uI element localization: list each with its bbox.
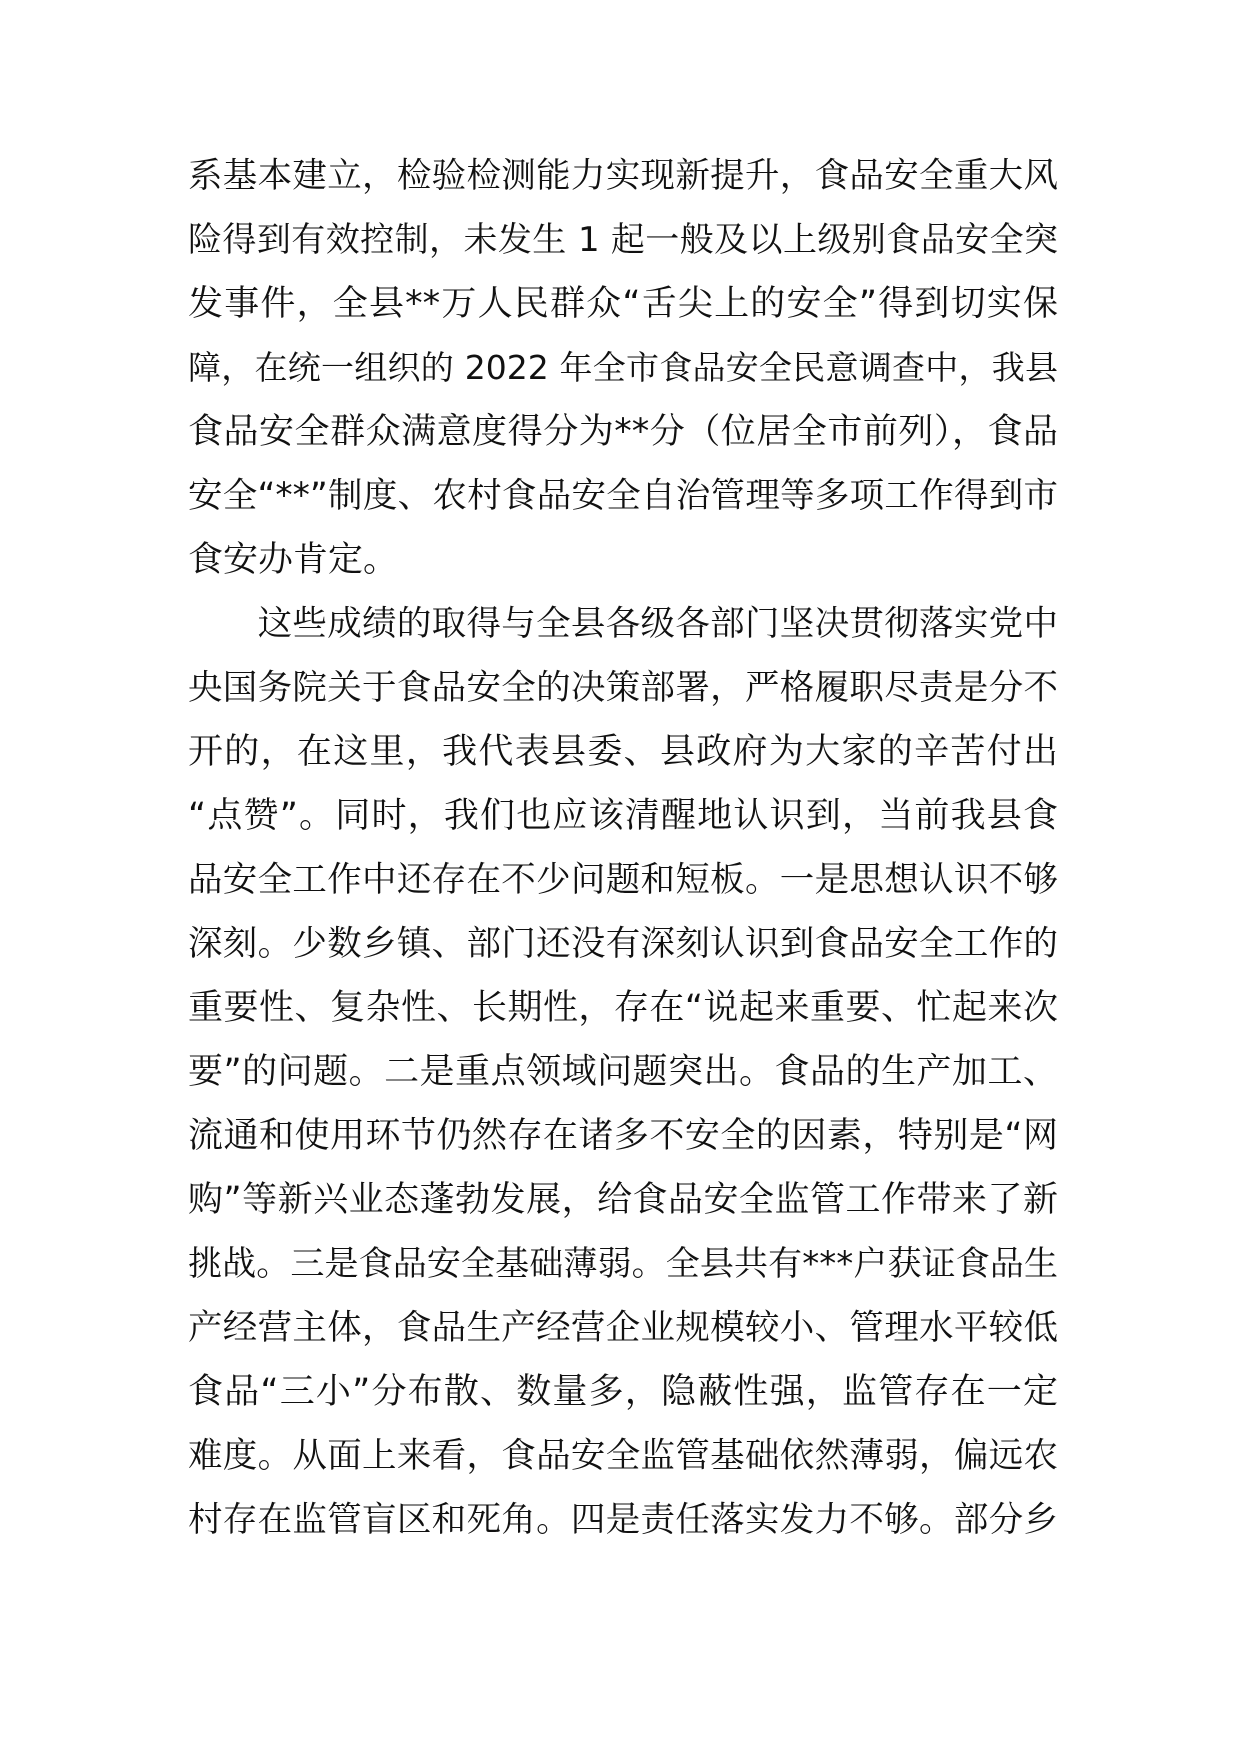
text-line: 村存在监管盲区和死角。四是责任落实发力不够。部分乡	[188, 1500, 1058, 1540]
text-line: 系基本建立，检验检测能力实现新提升，食品安全重大风	[188, 156, 1058, 196]
text-line: 安全“**”制度、农村食品安全自治管理等多项工作得到市	[188, 476, 1058, 516]
text-line: 开的，在这里，我代表县委、县政府为大家的辛苦付出	[188, 732, 1058, 772]
text-line: 重要性、复杂性、长期性，存在“说起来重要、忙起来次	[188, 988, 1058, 1028]
text-line: 难度。从面上来看，食品安全监管基础依然薄弱，偏远农	[188, 1436, 1058, 1476]
text-line: 食品安全群众满意度得分为**分（位居全市前列），食品	[188, 412, 1058, 452]
text-line: 挑战。三是食品安全基础薄弱。全县共有***户获证食品生	[188, 1244, 1058, 1284]
text-line: 产经营主体，食品生产经营企业规模较小、管理水平较低	[188, 1308, 1058, 1348]
text-line: 深刻。少数乡镇、部门还没有深刻认识到食品安全工作的	[188, 924, 1058, 964]
text-line: 险得到有效控制，未发生 1 起一般及以上级别食品安全突	[188, 220, 1058, 260]
text-line: 这些成绩的取得与全县各级各部门坚决贯彻落实党中	[188, 604, 1058, 644]
text-line: 购”等新兴业态蓬勃发展，给食品安全监管工作带来了新	[188, 1180, 1058, 1220]
text-line: 障，在统一组织的 2022 年全市食品安全民意调查中，我县	[188, 348, 1058, 387]
text-line: 流通和使用环节仍然存在诸多不安全的因素，特别是“网	[188, 1116, 1058, 1156]
text-line: 品安全工作中还存在不少问题和短板。一是思想认识不够	[188, 860, 1058, 900]
text-line: “点赞”。同时，我们也应该清醒地认识到，当前我县食	[188, 796, 1058, 836]
text-line: 央国务院关于食品安全的决策部署，严格履职尽责是分不	[188, 668, 1058, 708]
text-line: 发事件，全县**万人民群众“舌尖上的安全”得到切实保	[188, 284, 1058, 324]
text-line: 食品“三小”分布散、数量多，隐蔽性强，监管存在一定	[188, 1372, 1058, 1412]
text-line: 食安办肯定。	[188, 540, 399, 580]
text-line: 要”的问题。二是重点领域问题突出。食品的生产加工、	[188, 1052, 1058, 1092]
